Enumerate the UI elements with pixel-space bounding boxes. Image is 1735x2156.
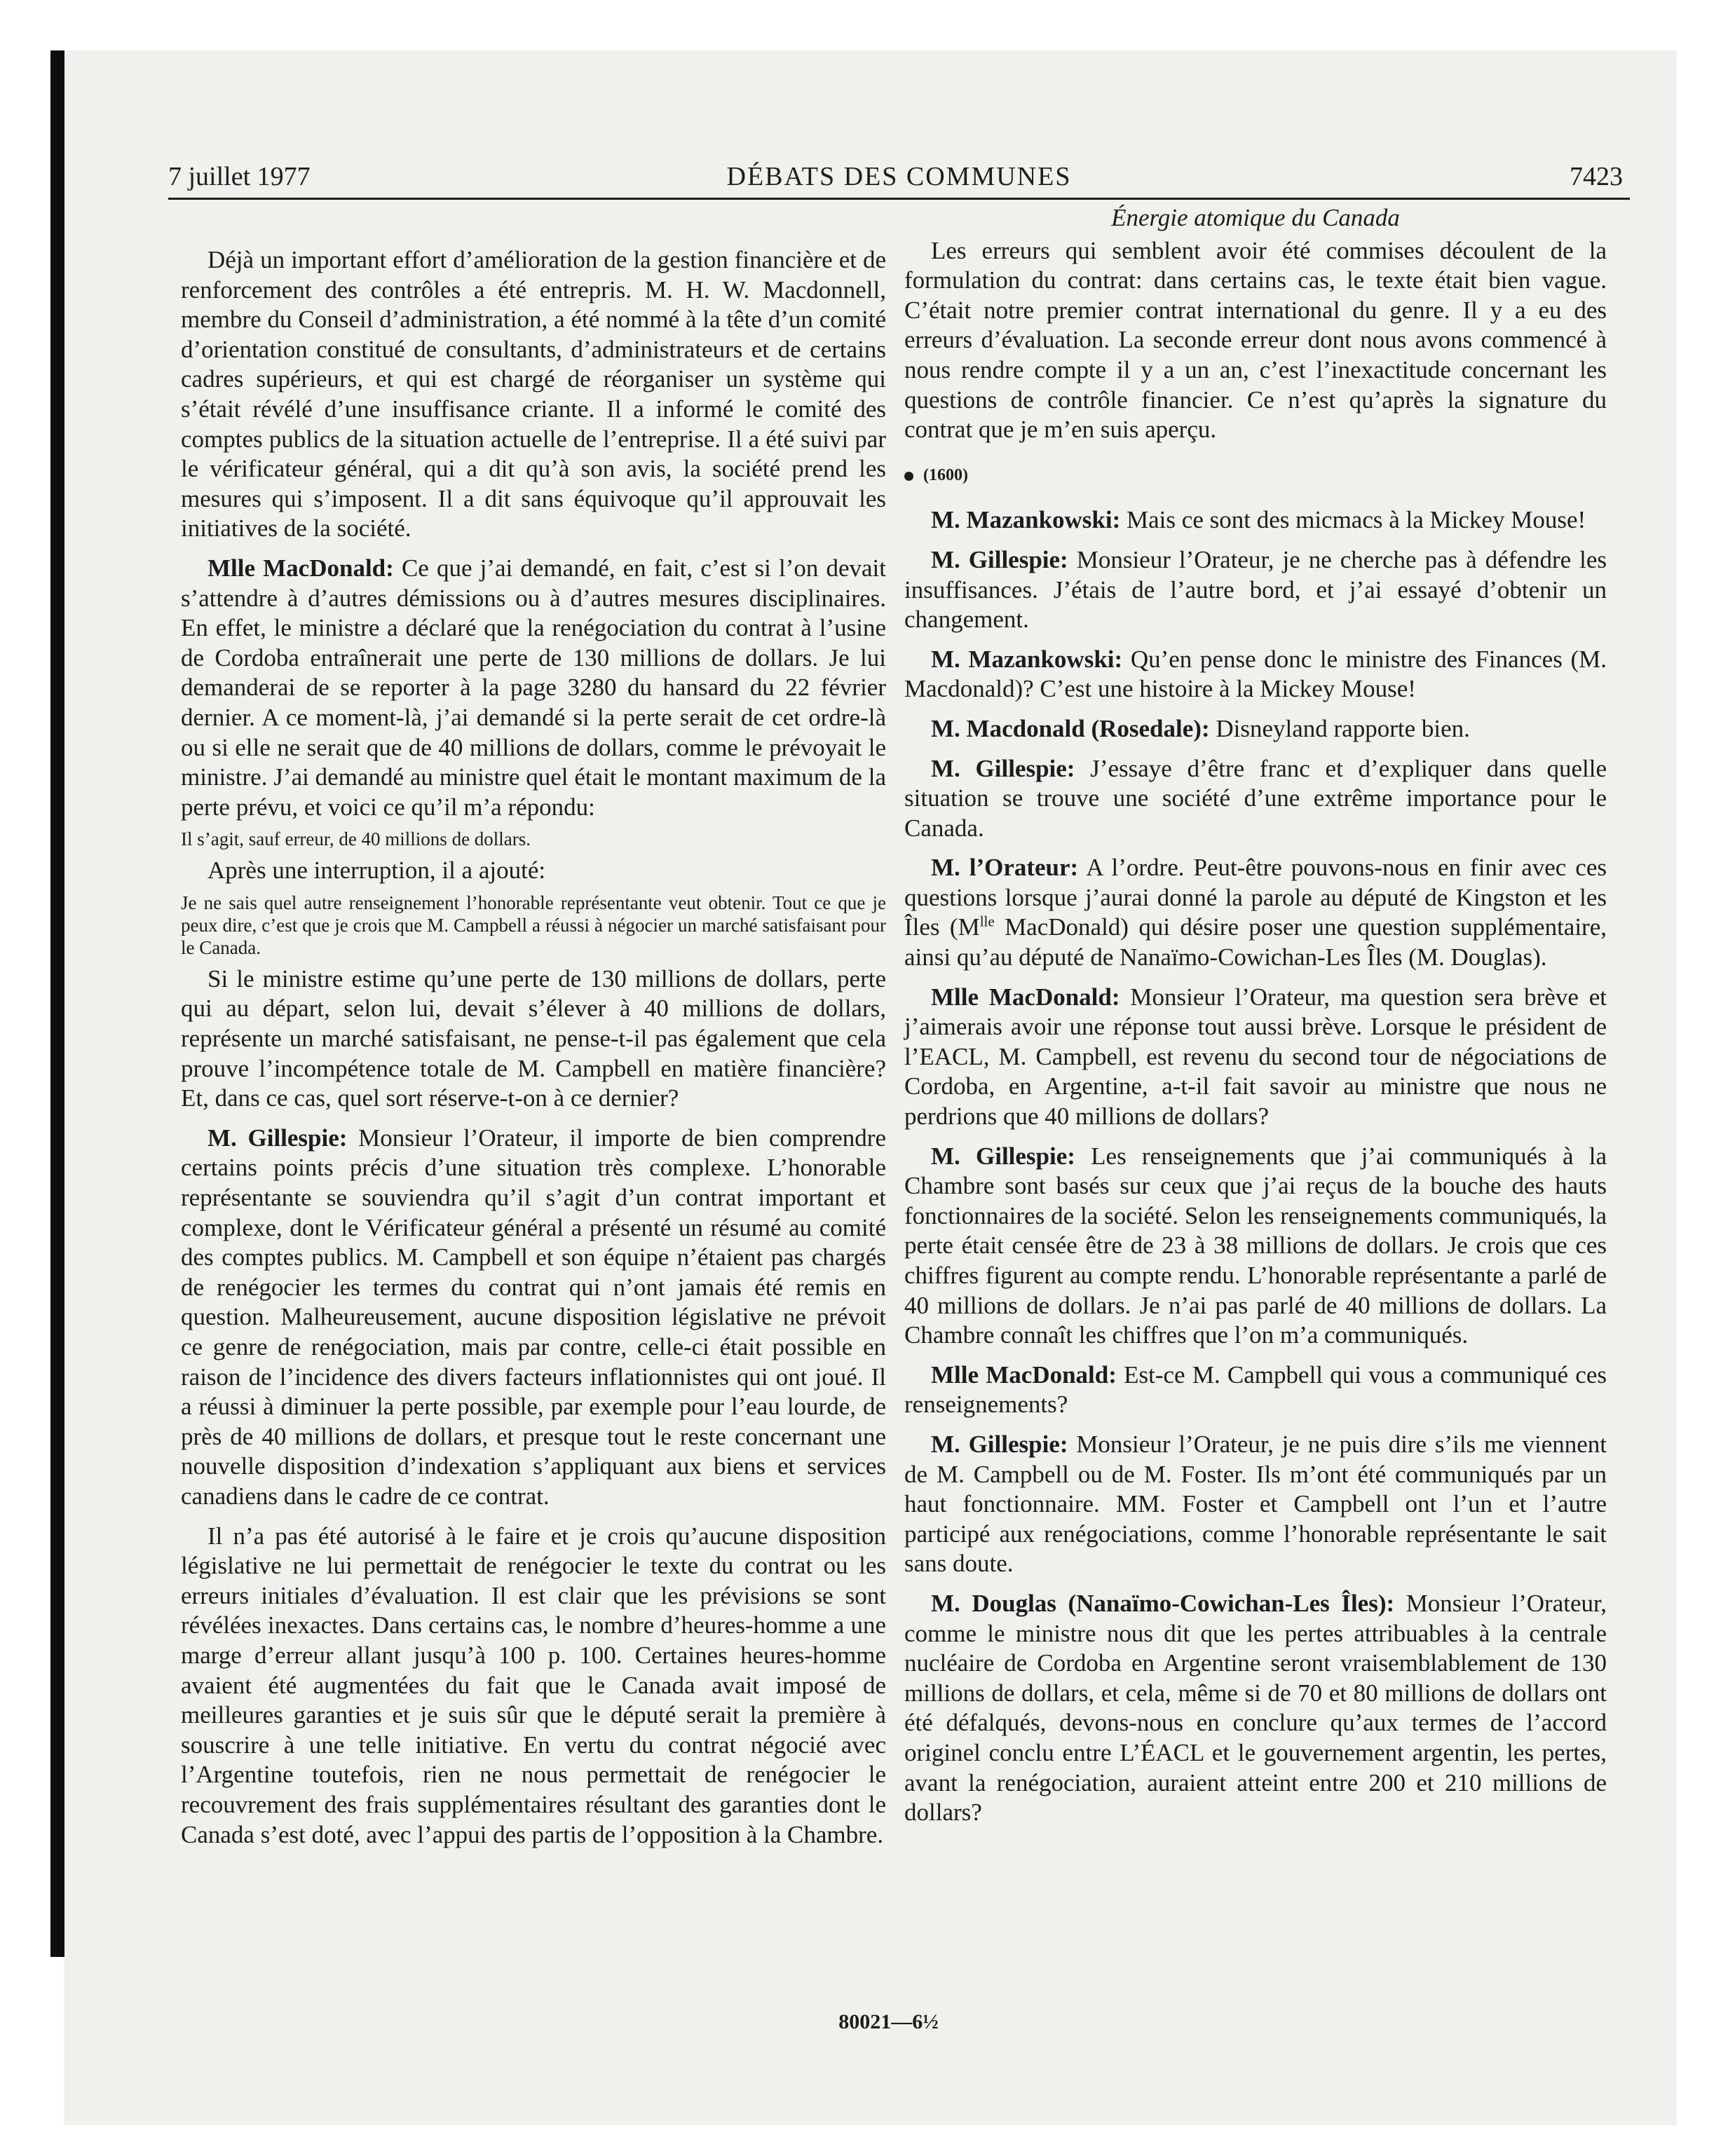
speaker-name: M. Gillespie: xyxy=(931,754,1075,782)
paragraph xyxy=(904,645,1607,704)
speech-text: Disneyland rapporte bien. xyxy=(1216,714,1470,742)
page-header xyxy=(168,156,1630,200)
paragraph xyxy=(181,1124,886,1512)
scan-edge-bar xyxy=(50,50,64,1957)
speech-text: Est-ce M. Campbell qui vous a communiqué ces renseignements? xyxy=(904,1360,1607,1419)
speaker-name: M. Gillespie: xyxy=(207,1124,348,1152)
paragraph xyxy=(904,853,1607,972)
paragraph xyxy=(181,554,886,822)
paragraph: Déjà un important effort d’amélioration de la gestion financière et de renforcement des contrôles a été entrepris. M. H. W. Macdonnell, membre du Conseil d’administration, a été nommé à la tête d’un comité d’orientation constitué de consultants, d’administrateurs et de certains cadres supérieurs, et qui est chargé de réorganiser un système qui s’était révélé d’une insuffisance criante. Il a informé le comité des comptes publics de la situation actuelle de l’entreprise. Il a été suivi par le vérificateur général, qui a dit qu’à son avis, la société prend les mesures qui s’imposent. Il a dit sans équivoque qu’il approuvait les initiatives de la société. xyxy=(181,246,886,543)
speaker-name: M. Gillespie: xyxy=(931,1430,1068,1458)
speaker-name: M. l’Orateur: xyxy=(931,854,1079,882)
bullet-dot-icon xyxy=(904,472,913,481)
time-marker-text: (1600) xyxy=(923,465,968,484)
header-title: DÉBATS DES COMMUNES xyxy=(726,162,1072,191)
paragraph xyxy=(904,1142,1607,1351)
speaker-name: Mlle MacDonald: xyxy=(931,983,1120,1011)
header-page-number: 7423 xyxy=(1570,162,1623,191)
speech-text: Monsieur l’Orateur, je ne puis dire s’ils me viennent de M. Campbell ou de M. Foster. Ils m’ont été communiqués par un haut fonctionnaire. MM. Foster et Campbell ont l’un et l’autre participé aux renégociations, comme l’honorable représentante le sait sans doute. xyxy=(904,1430,1607,1578)
paragraph xyxy=(904,1589,1607,1828)
paragraph xyxy=(904,545,1607,635)
speech-text: Monsieur l’Orateur, ma question sera brève et j’aimerais avoir une réponse tout aussi brève. Lorsque le président de l’EACL, M. Campbell, est revenu du second tour de négociations de Cordoba, en Argentine, a-t-il fait savoir au ministre que nous ne perdrions que 40 millions de dollars? xyxy=(904,983,1607,1131)
speech-text: MacDonald) qui désire poser une question supplémentaire, ainsi qu’au député de Nanaïmo-Cowichan-Les Îles (M. Douglas). xyxy=(904,913,1607,971)
speaker-name: M. Gillespie: xyxy=(931,1142,1075,1170)
paragraph: Il n’a pas été autorisé à le faire et je crois qu’aucune disposition législative ne lui permettait de renégocier le texte du contrat ou les erreurs initiales d’évaluation. Il est clair que les prévisions se sont révélées inexactes. Dans certains cas, le nombre d’heures-homme a une marge d’erreur allant jusqu’à 100 p. 100. Certaines heures-homme avaient été augmentées du fait que le Canada avait imposé de meilleures garanties et je suis sûr que le député serait la première à souscrire à une telle initiative. En vertu du contrat négocié avec l’Argentine toutefois, rien ne nous permettait de renégocier le recouvrement des frais supplémentaires résultant des garanties dont le Canada s’est doté, avec l’appui des partis de l’opposition à la Chambre. xyxy=(181,1522,886,1848)
paragraph: Les erreurs qui semblent avoir été commises découlent de la formulation du contrat: dans certains cas, le texte était bien vague. C’était notre premier contrat international du genre. Il y a eu des erreurs d’évaluation. La seconde erreur dont nous avons commencé à nous rendre compte il y a un an, c’est l’inexactitude concernant les questions de contrôle financier. Ce n’est qu’après la signature du contrat que je m’en suis aperçu. xyxy=(904,236,1607,444)
right-column xyxy=(904,203,1607,1828)
section-heading: Énergie atomique du Canada xyxy=(1111,204,1400,231)
speech-text: A l’ordre. Peut-être pouvons-nous en finir avec ces questions lorsque j’aurai donné la parole au député de Kingston et les Îles (M xyxy=(904,854,1607,941)
superscript: lle xyxy=(979,913,995,930)
page-footer-code: 80021—6½ xyxy=(838,2010,939,2033)
speech-text: Mais ce sont des micmacs à la Mickey Mouse! xyxy=(1127,506,1586,534)
speech-text: Ce que j’ai demandé, en fait, c’est si l’on devait s’attendre à d’autres démissions ou à d’autres mesures disciplinaires. En effet, le ministre a déclaré que la renégociation du contrat à l’usine de Cordoba entraînerait une perte de 130 millions de dollars. Je lui demanderai de se reporter à la page 3280 du hansard du 22 février dernier. A ce moment-là, j’ai demandé si la perte serait de cet ordre-là ou si elle ne serait que de 40 millions de dollars, comme le prévoyait le ministre. J’ai demandé au ministre quel était le montant maximum de la perte prévu, et voici ce qu’il m’a répondu: xyxy=(181,554,886,821)
left-column xyxy=(181,245,886,1850)
speech-text: Qu’en pense donc le ministre des Finances (M. Macdonald)? C’est une histoire à la Mickey Mouse! xyxy=(904,645,1607,703)
paragraph: Après une interruption, il a ajouté: xyxy=(207,857,546,885)
quotation: Il s’agit, sauf erreur, de 40 millions de dollars. xyxy=(181,828,531,850)
header-date: 7 juillet 1977 xyxy=(168,162,311,191)
speaker-name: M. Mazankowski: xyxy=(931,645,1123,673)
speaker-name: Mlle MacDonald: xyxy=(931,1360,1117,1389)
paragraph xyxy=(904,1430,1607,1579)
speech-text: Les renseignements que j’ai communiqués à la Chambre sont basés sur ceux que j’ai reçus de la bouche des hauts fonctionnaires de la société. Selon les renseignements communiqués, la perte était censée être de 23 à 38 millions de dollars. Je crois que ces chiffres figurent au compte rendu. L’honorable représentante a parlé de 40 millions de dollars. Je n’ai pas parlé de 40 millions de dollars. La Chambre connaît les chiffres que l’on m’a communiqués. xyxy=(904,1142,1607,1349)
speech-text: Monsieur l’Orateur, je ne cherche pas à défendre les insuffisances. J’étais de l’autre bord, et j’ai essayé d’obtenir un changement. xyxy=(904,545,1607,634)
paragraph: Si le ministre estime qu’une perte de 130 millions de dollars, perte qui au départ, selon lui, devait s’élever à 40 millions de dollars, représente un marché satisfaisant, ne pense-t-il pas également que cela prouve l’incompétence totale de M. Campbell en matière financière? Et, dans ce cas, quel sort réserve-t-on à ce dernier? xyxy=(181,964,886,1112)
paragraph xyxy=(904,1360,1607,1420)
speaker-name: M. Macdonald (Rosedale): xyxy=(931,714,1210,742)
quotation: Je ne sais quel autre renseignement l’honorable représentante veut obtenir. Tout ce que je peux dire, c’est que je crois que M. Campbell a réussi à négocier un marché satisfaisant pour le Canada. xyxy=(181,892,886,958)
paragraph xyxy=(904,714,1607,744)
speaker-name: M. Mazankowski: xyxy=(931,506,1121,534)
speech-text: Monsieur l’Orateur, comme le ministre nous dit que les pertes attribuables à la centrale nucléaire de Cordoba en Argentine seront vraisemblablement de 130 millions de dollars, et cela, même si de 70 et 80 millions de dollars ont été défalqués, devons-nous en conclure qu’aux termes de l’accord originel conclu entre L’ÉACL et le gouvernement argentin, les pertes, avant la renégociation, auraient atteint entre 200 et 210 millions de dollars? xyxy=(904,1589,1607,1827)
time-marker xyxy=(904,460,1607,491)
speaker-name: M. Gillespie: xyxy=(931,545,1068,573)
speech-text: J’essaye d’être franc et d’expliquer dans quelle situation se trouve une société d’une extrême importance pour le Canada. xyxy=(904,754,1607,842)
speech-text: Monsieur l’Orateur, il importe de bien comprendre certains points précis d’une situation très complexe. L’honorable représentante se souviendra qu’il s’agit d’un contrat important et complexe, dont le Vérificateur général a présenté un résumé au comité des comptes publics. M. Campbell et son équipe n’étaient pas chargés de renégocier les termes du contrat qui n’ont jamais été remis en question. Malheureusement, aucune disposition législative ne prévoit ce genre de renégociation, mais par contre, celle-ci était possible en raison de l’incidence des divers facteurs inflationnistes qui ont joué. Il a réussi à diminuer la perte possible, par exemple pour l’eau lourde, de près de 40 millions de dollars, et presque tout le reste concernant une nouvelle disposition d’indexation s’appliquant aux biens et services canadiens dans le cadre de ce contrat. xyxy=(181,1124,887,1510)
paragraph xyxy=(904,505,1607,535)
paragraph xyxy=(904,983,1607,1132)
paragraph xyxy=(904,754,1607,844)
speaker-name: M. Douglas (Nanaïmo-Cowichan-Les Îles): xyxy=(931,1589,1395,1617)
speaker-name: Mlle MacDonald: xyxy=(207,554,394,582)
